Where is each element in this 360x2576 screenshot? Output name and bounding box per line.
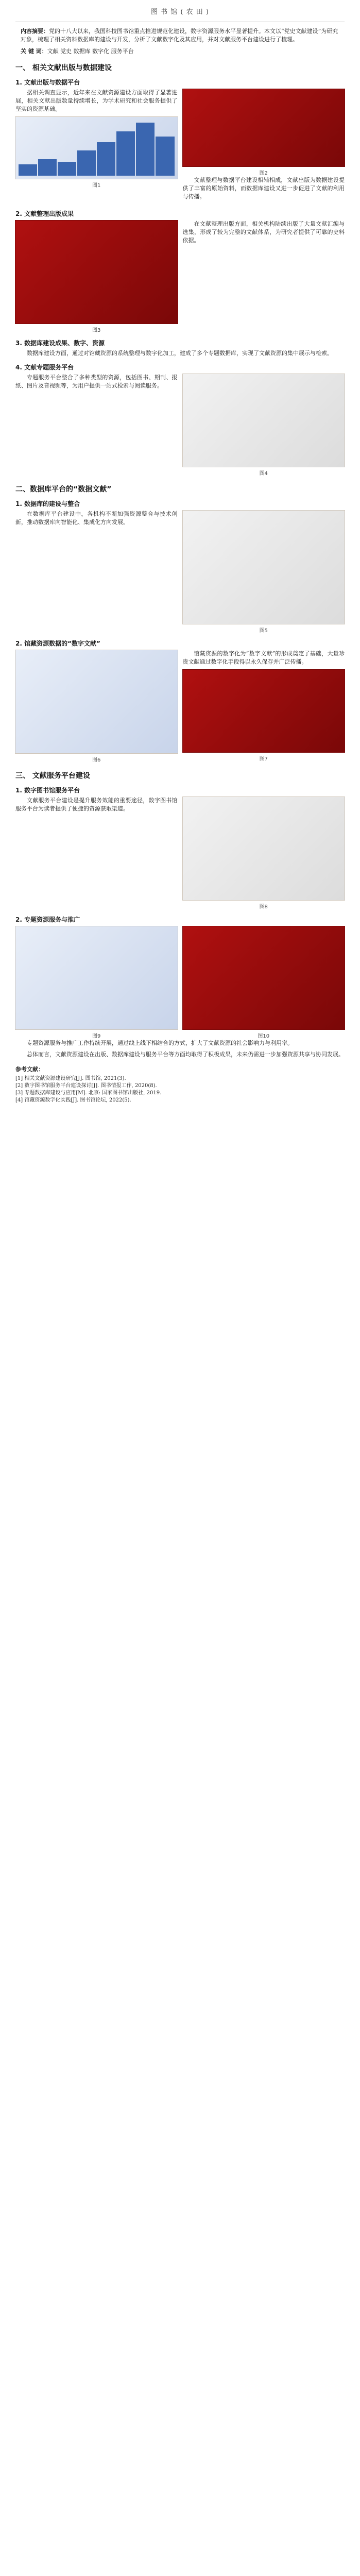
reference-item: [3] 专题数据库建设与应用[M]. 北京: 国家图书馆出版社, 2019. [15,1090,162,1096]
section-1-1-title: 1. 文献出版与数据平台 [15,79,80,86]
figure-3 [15,220,178,333]
reference-item: [4] 馆藏资源数字化实践[J]. 图书馆论坛, 2022(5). [15,1097,131,1103]
keywords-label: 关 键 词： [21,48,47,55]
section-1-2-title: 2. 文献整理出版成果 [15,210,74,217]
figure-8-image [182,796,346,901]
figure-1-image [15,116,178,179]
paragraph: 专题资源服务与推广工作持续开展，通过线上线下相结合的方式，扩大了文献资源的社会影响力与利用率。 [27,1040,293,1046]
journal-title: 图 书 馆 ( 农 田 ) [151,8,209,16]
figure-3-image [15,220,178,324]
figure-4-caption: 图4 [259,471,268,477]
figure-5 [183,510,345,634]
section-2-2-title: 2. 馆藏资源数据的“数字文献” [15,640,100,647]
abstract-text: 党的十八大以来，我国科技图书馆重点推进规范化建设，数字资源服务水平显著提升。本文以“党史文献建设”为研究对象，梳理了相关资料数据库的建设与开发，分析了文献数字化及其应用，并对文献服务平台建设进行了梳理。 [21,28,338,43]
figure-10-image [182,926,346,1030]
section-2-title: 二、数据库平台的“数据文献” [15,485,112,494]
figure-10-caption: 图10 [258,1033,270,1039]
reference-item: [2] 数字图书馆服务平台建设探讨[J]. 图书情报工作, 2020(8). [15,1083,157,1089]
figure-9 [15,926,178,1039]
figure-7-image [182,669,346,753]
figure-6 [15,650,178,763]
paragraph: 总体而言，文献资源建设在出版、数据库建设与服务平台等方面均取得了积极成果，未来仍需进一步加强资源共享与协同发展。 [27,1051,344,1058]
figure-1 [15,116,178,189]
figure-6-caption: 图6 [92,757,101,763]
keywords-text: 文献 党史 数据库 数字化 服务平台 [47,48,134,55]
figure-4 [183,374,345,477]
figure-4-image [182,374,346,467]
paragraph: 在数据库平台建设中，各机构不断加强资源整合与技术创新，推动数据库向智能化、集成化方向发展。 [15,511,178,526]
references [15,1066,345,1104]
section-3-2-title: 2. 专题资源服务与推广 [15,916,80,923]
figure-3-caption: 图3 [92,328,101,333]
keywords [21,47,339,55]
abstract [21,27,339,44]
figure-2-image [182,89,346,167]
figure-10 [183,926,345,1039]
section-3-1-title: 1. 数字图书馆服务平台 [15,787,80,794]
reference-item: [1] 相关文献资源建设研究[J]. 图书馆, 2021(3). [15,1076,126,1081]
paragraph: 文献整理与数据平台建设相辅相成，文献出版为数据建设提供了丰富的原始资料，而数据库建设又进一步促进了文献的利用与传播。 [182,177,345,200]
figure-5-image [182,510,346,624]
figure-9-caption: 图9 [92,1033,101,1039]
paragraph: 据相关调查显示，近年来在文献资源建设方面取得了显著进展，相关文献出版数量持续增长，为学术研究和社会服务提供了坚实的资源基础。 [15,89,178,112]
paragraph: 数据库建设方面，通过对馆藏资源的系统整理与数字化加工，建成了多个专题数据库，实现了文献资源的集中展示与检索。 [27,350,333,357]
paragraph: 文献服务平台建设是提升服务效能的重要途径，数字图书馆服务平台为读者提供了便捷的资源获取渠道。 [15,797,178,812]
figure-1-caption: 图1 [92,183,101,189]
section-3 [15,770,345,1059]
figure-9-image [15,926,178,1030]
abstract-label: 内容摘要： [21,28,49,35]
references-title: 参考文献： [15,1066,44,1073]
figure-2 [183,89,345,176]
section-1-title: 一、 相关文献出版与数据建设 [15,64,112,72]
figure-6-image [15,650,178,754]
bar-graphic [15,117,178,179]
section-2 [15,484,345,763]
paragraph: 馆藏资源的数字化为“数字文献”的形成奠定了基础，大量珍贵文献通过数字化手段得以永久保存并广泛传播。 [182,650,345,665]
figure-2-caption: 图2 [259,171,268,176]
paragraph: 在文献整理出版方面，相关机构陆续出版了大量文献汇编与选集，形成了较为完整的文献体系，为研究者提供了可靠的史料依据。 [182,221,345,244]
figure-5-caption: 图5 [259,628,268,634]
figure-7-caption: 图7 [259,756,268,762]
figure-8-caption: 图8 [259,904,268,910]
section-3-title: 三、 文献服务平台建设 [15,772,90,780]
paragraph: 专题服务平台整合了多种类型的资源，包括图书、期刊、报纸、图片及音视频等，为用户提供一站式检索与阅读服务。 [15,374,178,389]
journal-header [15,0,345,22]
section-1-4-title: 4. 文献专题服务平台 [15,364,74,371]
section-2-1-title: 1. 数据库的建设与整合 [15,500,80,507]
figure-8 [183,796,345,910]
figure-7 [183,669,345,762]
section-1-3-title: 3. 数据库建设成果、数字、资源 [15,340,105,347]
section-1 [15,62,345,477]
